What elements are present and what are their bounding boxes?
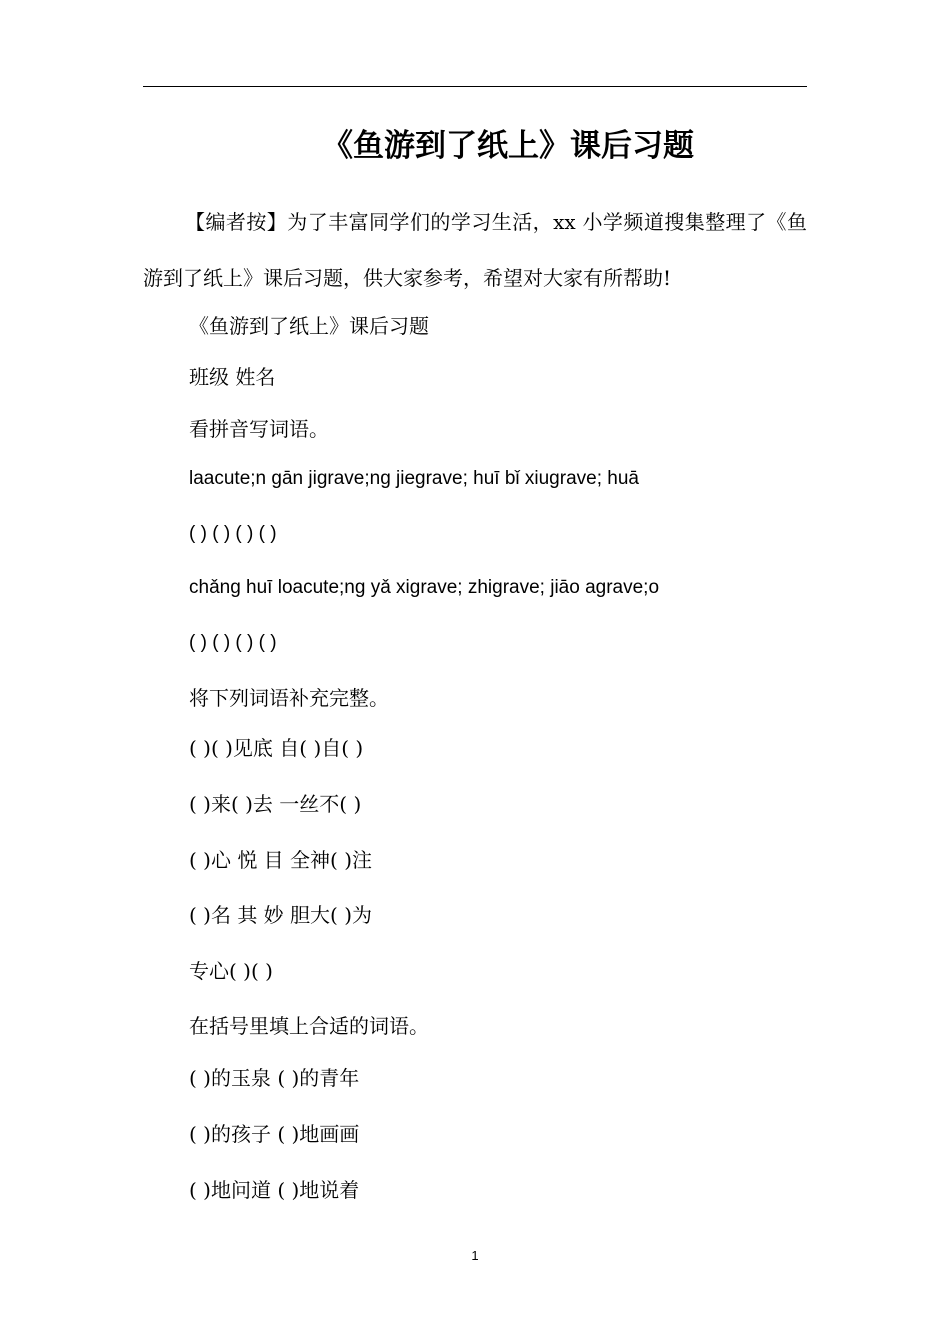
- idiom-line-3: ( )心 悦 目 全神( )注: [189, 848, 372, 872]
- section-heading-fill: 在括号里填上合适的词语。: [189, 1014, 429, 1038]
- blank-line-2: ( ) ( ) ( ) ( ): [189, 632, 277, 653]
- section-heading-pinyin: 看拼音写词语。: [189, 417, 329, 441]
- section-heading-complete: 将下列词语补充完整。: [189, 686, 389, 710]
- class-name-line: 班级 姓名: [189, 365, 276, 389]
- header-rule: [143, 86, 807, 87]
- idiom-line-4: ( )名 其 妙 胆大( )为: [189, 903, 372, 927]
- page-number: 1: [471, 1248, 479, 1263]
- editor-note-paragraph: 【编者按】为了丰富同学们的学习生活，xx 小学频道搜集整理了《鱼游到了纸上》课后习题，供大家参考，希望对大家有所帮助!: [143, 210, 807, 290]
- fill-line-2: ( )的孩子 ( )地画画: [189, 1122, 360, 1146]
- pinyin-line-1: laacute;n gān jigrave;ng jiegrave; huī bǐ xiugrave; huā: [189, 468, 639, 489]
- idiom-line-2: ( )来( )去 一丝不( ): [189, 792, 362, 816]
- idiom-line-5: 专心( )( ): [189, 959, 273, 983]
- exercise-heading: 《鱼游到了纸上》课后习题: [189, 314, 429, 338]
- blank-line-1: ( ) ( ) ( ) ( ): [189, 523, 277, 544]
- fill-line-3: ( )地问道 ( )地说着: [189, 1178, 360, 1202]
- pinyin-line-2: chǎng huī loacute;ng yǎ xigrave; zhigrave; jiāo agrave;o: [189, 577, 660, 598]
- document-title: 《鱼游到了纸上》课后习题: [322, 128, 694, 164]
- idiom-line-1: ( )( )见底 自( )自( ): [189, 736, 364, 760]
- fill-line-1: ( )的玉泉 ( )的青年: [189, 1066, 360, 1090]
